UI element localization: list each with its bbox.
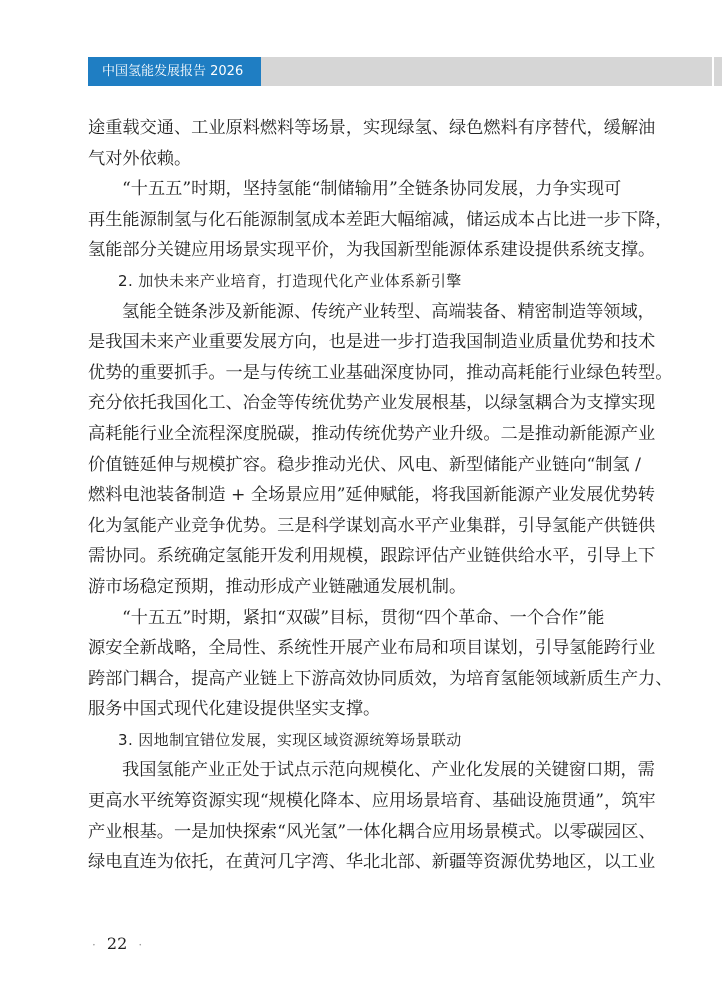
text-line: 服务中国式现代化建设提供坚实支撑。 bbox=[88, 699, 381, 720]
text-line: 高耗能行业全流程深度脱碳，推动传统优势产业升级。二是推动新能源产业 bbox=[88, 423, 656, 444]
page-body bbox=[88, 113, 673, 878]
page-footer bbox=[86, 934, 148, 953]
page-number: 22 bbox=[106, 934, 128, 953]
text-line: 我国氢能产业正处于试点示范向规模化、产业化发展的关键窗口期，需 bbox=[122, 760, 655, 781]
text-line: 源安全新战略，全局性、系统性开展产业布局和项目谋划，引导氢能跨行业 bbox=[88, 638, 656, 659]
section-heading-2: 2. 加快未来产业培育，打造现代化产业体系新引擎 bbox=[118, 271, 462, 290]
text-line: 游市场稳定预期，推动形成产业链融通发展机制。 bbox=[88, 576, 467, 597]
paragraph-3 bbox=[88, 297, 673, 603]
footer-dot-right: · bbox=[138, 938, 143, 952]
text-line: 再生能源制氢与化石能源制氢成本差距大幅缩减，储运成本占比进一步下降， bbox=[88, 209, 673, 230]
text-line: 产业根基。一是加快探索“风光氢”一体化耦合应用场景模式。以零碳园区、 bbox=[88, 821, 656, 842]
text-line: 气对外依赖。 bbox=[88, 148, 192, 169]
text-line: 燃料电池装备制造 + 全场景应用”延伸赋能，将我国新能源产业发展优势转 bbox=[88, 485, 655, 506]
paragraph-4 bbox=[88, 603, 673, 725]
header-edge-divider bbox=[712, 57, 714, 86]
paragraph-1 bbox=[88, 113, 656, 174]
text-line: 跨部门耦合，提高产业链上下游高效协同质效，为培育氢能领域新质生产力、 bbox=[88, 668, 673, 689]
paragraph-5 bbox=[88, 755, 656, 877]
text-line: 价值链延伸与规模扩容。稳步推动光伏、风电、新型储能产业链向“制氢 / bbox=[88, 454, 641, 475]
text-line: 需协同。系统确定氢能开发利用规模，跟踪评估产业链供给水平，引导上下 bbox=[88, 546, 656, 567]
text-line: 绿电直连为依托，在黄河几字湾、华北北部、新疆等资源优势地区，以工业 bbox=[88, 852, 656, 873]
section-heading-3: 3. 因地制宜错位发展，实现区域资源统筹场景联动 bbox=[118, 730, 462, 749]
text-line: 是我国未来产业重要发展方向，也是进一步打造我国制造业质量优势和技术 bbox=[88, 332, 656, 353]
paragraph-2 bbox=[88, 174, 673, 266]
text-line: “十五五”时期，坚持氢能“制储输用”全链条协同发展，力争实现可 bbox=[122, 179, 622, 200]
footer-dot-left: · bbox=[92, 938, 96, 952]
text-line: 氢能全链条涉及新能源、传统产业转型、高端装备、精密制造等领域， bbox=[122, 301, 655, 322]
text-line: 氢能部分关键应用场景实现平价，为我国新型能源体系建设提供系统支撑。 bbox=[88, 240, 656, 261]
text-line: 化为氢能产业竞争优势。三是科学谋划高水平产业集群，引导氢能产供链供 bbox=[88, 515, 656, 536]
text-line: 充分依托我国化工、冶金等传统优势产业发展根基，以绿氢耦合为支撑实现 bbox=[88, 393, 656, 414]
running-header-title: 中国氢能发展报告 2026 bbox=[88, 57, 261, 86]
text-line: 优势的重要抓手。一是与传统工业基础深度协同，推动高耗能行业绿色转型。 bbox=[88, 362, 673, 383]
text-line: “十五五”时期，紧扣“双碳”目标，贯彻“四个革命、一个合作”能 bbox=[122, 607, 605, 628]
text-line: 更高水平统筹资源实现“规模化降本、应用场景培育、基础设施贯通”，筑牢 bbox=[88, 791, 656, 812]
text-line: 途重载交通、工业原料燃料等场景，实现绿氢、绿色燃料有序替代，缓解油 bbox=[88, 118, 656, 138]
